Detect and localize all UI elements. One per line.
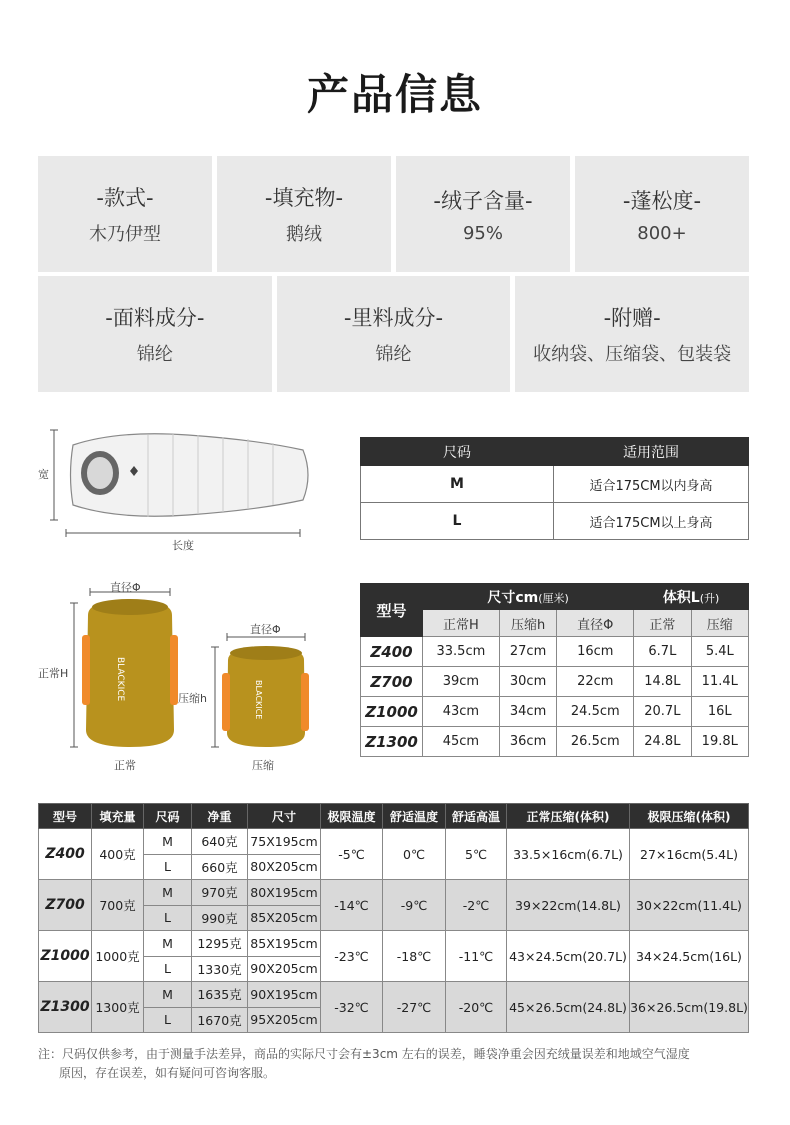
normal-height-label: 正常H [38, 667, 69, 680]
cell: 16cm [557, 637, 634, 667]
size-header: 尺码 [361, 438, 554, 466]
max-comp-cell: 30×22cm(11.4L) [630, 880, 749, 931]
dimension-cell: 85X195cm [248, 931, 321, 957]
table-row [361, 466, 749, 503]
comfort-high-cell: 5℃ [446, 829, 507, 880]
cell: 20.7L [634, 697, 691, 727]
footnote [38, 1045, 758, 1083]
size-cell: L [144, 956, 192, 982]
comfort-temp-cell: 0℃ [383, 829, 446, 880]
comfort-high-cell: -11℃ [446, 931, 507, 982]
table-row [361, 697, 749, 727]
sub-header: 正常 [634, 610, 691, 637]
dimension-cell: 90X205cm [248, 956, 321, 982]
model-cell: Z400 [39, 829, 92, 880]
model-cell: Z1000 [39, 931, 92, 982]
limit-temp-cell: -23℃ [321, 931, 383, 982]
cell: 36cm [499, 727, 557, 757]
attr-label: -绒子含量- [433, 188, 533, 213]
size-cell: M [144, 982, 192, 1008]
cell: 43cm [423, 697, 500, 727]
attr-value: 鹅绒 [286, 224, 322, 245]
max-comp-cell: 36×26.5cm(19.8L) [630, 982, 749, 1033]
normal-caption: 正常 [114, 759, 136, 772]
comfort-temp-cell: -27℃ [383, 982, 446, 1033]
dimension-cell: 90X195cm [248, 982, 321, 1008]
length-label: 长度 [172, 539, 194, 552]
cell: 22cm [557, 667, 634, 697]
limit-temp-cell: -32℃ [321, 982, 383, 1033]
compressed-height-label: 压缩h [178, 692, 207, 705]
cell: 16L [691, 697, 748, 727]
dimension-cell: 85X205cm [248, 905, 321, 931]
volume-header [634, 584, 749, 610]
attr-accessories [515, 276, 749, 392]
dimension-cell: 75X195cm [248, 829, 321, 855]
fill-cell: 400克 [92, 829, 144, 880]
header-comfort-high: 舒适高温 [446, 804, 507, 829]
attr-filling [217, 156, 391, 272]
weight-cell: 970克 [192, 880, 248, 906]
attr-down-content [396, 156, 570, 272]
size-header [423, 584, 634, 610]
header-fill: 填充量 [92, 804, 144, 829]
cell: 11.4L [691, 667, 748, 697]
table-row [39, 880, 749, 906]
table-row [39, 829, 749, 855]
cell: 14.8L [634, 667, 691, 697]
model-cell: Z1300 [39, 982, 92, 1033]
cell: 27cm [499, 637, 557, 667]
attr-value: 锦纶 [136, 344, 173, 365]
header-weight: 净重 [192, 804, 248, 829]
cell: 6.7L [634, 637, 691, 667]
cell: 24.8L [634, 727, 691, 757]
range-header: 适用范围 [554, 438, 749, 466]
max-comp-cell: 27×16cm(5.4L) [630, 829, 749, 880]
attribute-row-2 [38, 276, 749, 392]
comfort-high-cell: -20℃ [446, 982, 507, 1033]
header-dimensions: 尺寸 [248, 804, 321, 829]
diameter-label: 直径Φ [250, 623, 281, 636]
limit-temp-cell: -5℃ [321, 829, 383, 880]
cell: 30cm [499, 667, 557, 697]
compressed-caption: 压缩 [252, 759, 274, 772]
weight-cell: 1330克 [192, 956, 248, 982]
size-code: M [361, 466, 554, 503]
comfort-temp-cell: -9℃ [383, 880, 446, 931]
cell: 26.5cm [557, 727, 634, 757]
attr-label: -附赠- [603, 306, 661, 330]
attr-fill-power [575, 156, 749, 272]
size-cell: L [144, 1007, 192, 1033]
size-cell: L [144, 854, 192, 880]
dimension-cell: 80X205cm [248, 854, 321, 880]
footnote-line-1: 注：尺码仅供参考，由于测量手法差异，商品的实际尺寸会有±3cm 左右的误差，睡袋净重会因充绒量误差和地域空气湿度 [38, 1047, 690, 1061]
width-label: 宽 [38, 468, 49, 481]
attr-value: 锦纶 [375, 344, 412, 365]
weight-cell: 990克 [192, 905, 248, 931]
sub-header: 正常H [423, 610, 500, 637]
comfort-high-cell: -2℃ [446, 880, 507, 931]
size-cell: M [144, 829, 192, 855]
attr-label: -填充物- [264, 186, 344, 210]
comfort-temp-cell: -18℃ [383, 931, 446, 982]
model-header: 型号 [361, 584, 423, 637]
sub-header: 压缩h [499, 610, 557, 637]
weight-cell: 640克 [192, 829, 248, 855]
header-size: 尺码 [144, 804, 192, 829]
sub-header: 压缩 [691, 610, 748, 637]
stuff-sack-diagram [60, 585, 325, 755]
volume-header-text: 体积L [662, 589, 700, 606]
limit-temp-cell: -14℃ [321, 880, 383, 931]
size-range: 适合175CM以上身高 [554, 503, 749, 540]
attr-style [38, 156, 212, 272]
max-comp-cell: 34×24.5cm(16L) [630, 931, 749, 982]
weight-cell: 660克 [192, 854, 248, 880]
model-cell: Z700 [361, 667, 423, 697]
normal-comp-cell: 33.5×16cm(6.7L) [507, 829, 630, 880]
diameter-label: 直径Φ [110, 581, 141, 594]
dimension-cell: 80X195cm [248, 880, 321, 906]
attr-label: -蓬松度- [622, 188, 702, 213]
page-title: 产品信息 [306, 70, 483, 119]
attr-label: -款式- [96, 186, 154, 210]
table-row [361, 637, 749, 667]
fill-cell: 1000克 [92, 931, 144, 982]
sub-header: 直径Φ [557, 610, 634, 637]
attr-value: 800+ [637, 222, 687, 244]
header-model: 型号 [39, 804, 92, 829]
dimension-cell: 95X205cm [248, 1007, 321, 1033]
table-row [361, 667, 749, 697]
brand-text: BLACKICE [254, 680, 263, 720]
size-code: L [361, 503, 554, 540]
weight-cell: 1670克 [192, 1007, 248, 1033]
attr-label: -里料成分- [343, 306, 444, 330]
attr-value: 95% [462, 222, 503, 244]
sleeping-bag-diagram [38, 425, 318, 555]
size-unit: (厘米) [538, 591, 569, 605]
volume-unit: (升) [699, 591, 720, 605]
attribute-row-1 [38, 156, 749, 272]
attr-shell-fabric [38, 276, 272, 392]
model-cell: Z400 [361, 637, 423, 667]
header-normal-compression: 正常压缩(体积) [507, 804, 630, 829]
size-range-table [360, 437, 749, 540]
brand-text: BLACKICE [115, 657, 125, 702]
table-row [361, 503, 749, 540]
cell: 45cm [423, 727, 500, 757]
weight-cell: 1295克 [192, 931, 248, 957]
cell: 24.5cm [557, 697, 634, 727]
table-row [39, 931, 749, 957]
table-row [361, 727, 749, 757]
dimension-table [360, 583, 749, 757]
cell: 39cm [423, 667, 500, 697]
normal-comp-cell: 45×26.5cm(24.8L) [507, 982, 630, 1033]
footnote-line-2: 原因，存在误差，如有疑问可咨询客服。 [59, 1066, 276, 1080]
attr-lining-fabric [277, 276, 511, 392]
model-cell: Z1300 [361, 727, 423, 757]
cell: 19.8L [691, 727, 748, 757]
header-max-compression: 极限压缩(体积) [630, 804, 749, 829]
size-range: 适合175CM以内身高 [554, 466, 749, 503]
spec-table [38, 803, 749, 1033]
cell: 33.5cm [423, 637, 500, 667]
model-cell: Z700 [39, 880, 92, 931]
fill-cell: 1300克 [92, 982, 144, 1033]
model-cell: Z1000 [361, 697, 423, 727]
fill-cell: 700克 [92, 880, 144, 931]
weight-cell: 1635克 [192, 982, 248, 1008]
normal-comp-cell: 39×22cm(14.8L) [507, 880, 630, 931]
table-row [39, 982, 749, 1008]
size-header-text: 尺寸cm [487, 589, 539, 606]
attr-value: 木乃伊型 [89, 224, 161, 245]
cell: 5.4L [691, 637, 748, 667]
normal-comp-cell: 43×24.5cm(20.7L) [507, 931, 630, 982]
size-cell: L [144, 905, 192, 931]
header-comfort-temp: 舒适温度 [383, 804, 446, 829]
attr-value: 收纳袋、压缩袋、包装袋 [533, 344, 732, 365]
size-cell: M [144, 880, 192, 906]
attr-label: -面料成分- [105, 306, 205, 330]
size-cell: M [144, 931, 192, 957]
header-limit-temp: 极限温度 [321, 804, 383, 829]
cell: 34cm [499, 697, 557, 727]
